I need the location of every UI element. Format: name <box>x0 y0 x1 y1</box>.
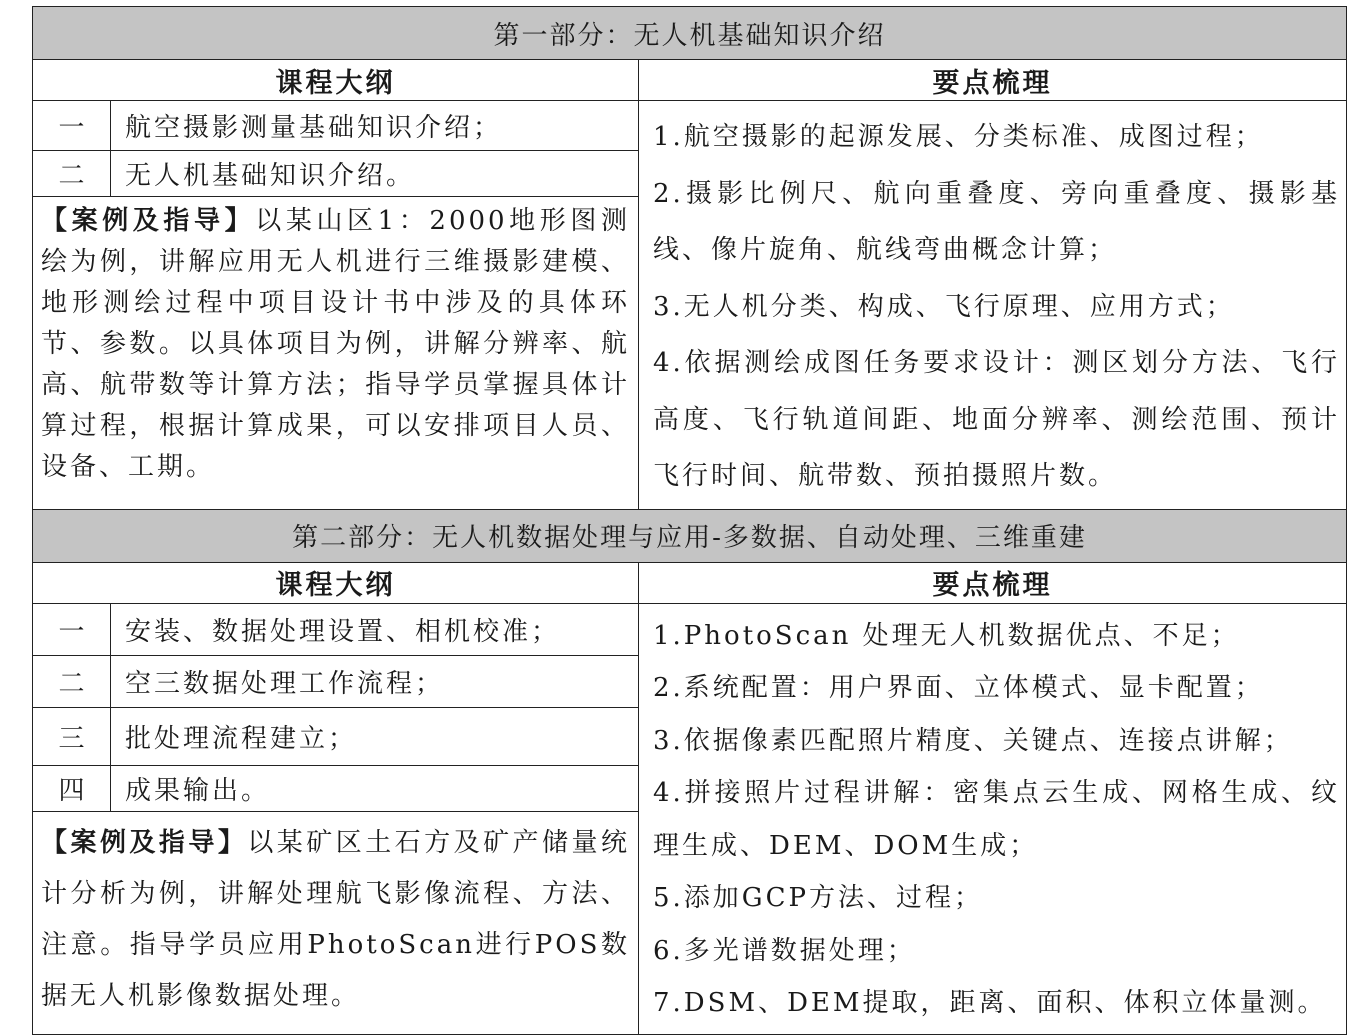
part2-point: 7.DSM、DEM提取，距离、面积、体积立体量测。 <box>653 988 1327 1018</box>
part2-title: 第二部分：无人机数据处理与应用-多数据、自动处理、三维重建 <box>33 509 1347 562</box>
part2-item-number: 三 <box>33 707 111 765</box>
part2-points-header: 要点梳理 <box>639 562 1347 603</box>
part2-point: 6.多光谱数据处理； <box>653 935 916 966</box>
part2-item-text: 批处理流程建立； <box>111 707 639 765</box>
part2-outline-header: 课程大纲 <box>33 562 639 603</box>
part2-points-cell <box>639 603 1347 1034</box>
part1-item-text: 航空摄影测量基础知识介绍； <box>111 101 639 151</box>
part1-case-cell <box>33 197 639 510</box>
part2-case-label: 【案例及指导】 <box>41 827 248 858</box>
part1-title: 第一部分：无人机基础知识介绍 <box>33 7 1347 60</box>
part1-case-text: 以某山区1：2000地形图测绘为例，讲解应用无人机进行三维摄影建模、地形测绘过程中项目设计书中涉及的具体环节、参数。以具体项目为例，讲解分辨率、航高、航带数等计算方法；指导学员掌握具体计算过程，根据计算成果，可以安排项目人员、设备、工期。 <box>41 206 630 482</box>
part1-item-number: 一 <box>33 101 111 151</box>
part1-case-label: 【案例及指导】 <box>41 206 256 236</box>
part2-case-text: 以某矿区土石方及矿产储量统计分析为例，讲解处理航飞影像流程、方法、注意。指导学员应用PhotoScan进行POS数据无人机影像数据处理。 <box>41 827 630 1011</box>
part2-item-text: 安装、数据处理设置、相机校准； <box>111 603 639 655</box>
course-table <box>32 6 1347 1035</box>
part1-point: 3.无人机分类、构成、飞行原理、应用方式； <box>653 291 1235 322</box>
part1-point: 1.航空摄影的起源发展、分类标准、成图过程； <box>653 122 1264 152</box>
part1-item-text: 无人机基础知识介绍。 <box>111 151 639 197</box>
part2-item-number: 四 <box>33 765 111 811</box>
part1-points-cell <box>639 101 1347 510</box>
part2-item-text: 空三数据处理工作流程； <box>111 655 639 707</box>
part1-points-header: 要点梳理 <box>639 60 1347 101</box>
part2-point: 2.系统配置：用户界面、立体模式、显卡配置； <box>653 673 1264 703</box>
part1-point: 4.依据测绘成图任务要求设计：测区划分方法、飞行高度、飞行轨道间距、地面分辨率、测绘范围、预计飞行时间、航带数、预拍摄照片数。 <box>653 348 1341 491</box>
part2-item-text: 成果输出。 <box>111 765 639 811</box>
part2-point: 3.依据像素匹配照片精度、关键点、连接点讲解； <box>653 725 1293 756</box>
part2-item-number: 二 <box>33 655 111 707</box>
part2-point: 5.添加GCP方法、过程； <box>653 883 983 913</box>
part2-item-number: 一 <box>33 603 111 655</box>
part2-point: 1.PhotoScan 处理无人机数据优点、不足； <box>653 620 1240 651</box>
part2-case-cell <box>33 811 639 1034</box>
part1-point: 2.摄影比例尺、航向重叠度、旁向重叠度、摄影基线、像片旋角、航线弯曲概念计算； <box>653 178 1341 265</box>
part1-outline-header: 课程大纲 <box>33 60 639 101</box>
part2-point: 4.拼接照片过程讲解：密集点云生成、网格生成、纹理生成、DEM、DOM生成； <box>653 778 1341 861</box>
part1-item-number: 二 <box>33 151 111 197</box>
